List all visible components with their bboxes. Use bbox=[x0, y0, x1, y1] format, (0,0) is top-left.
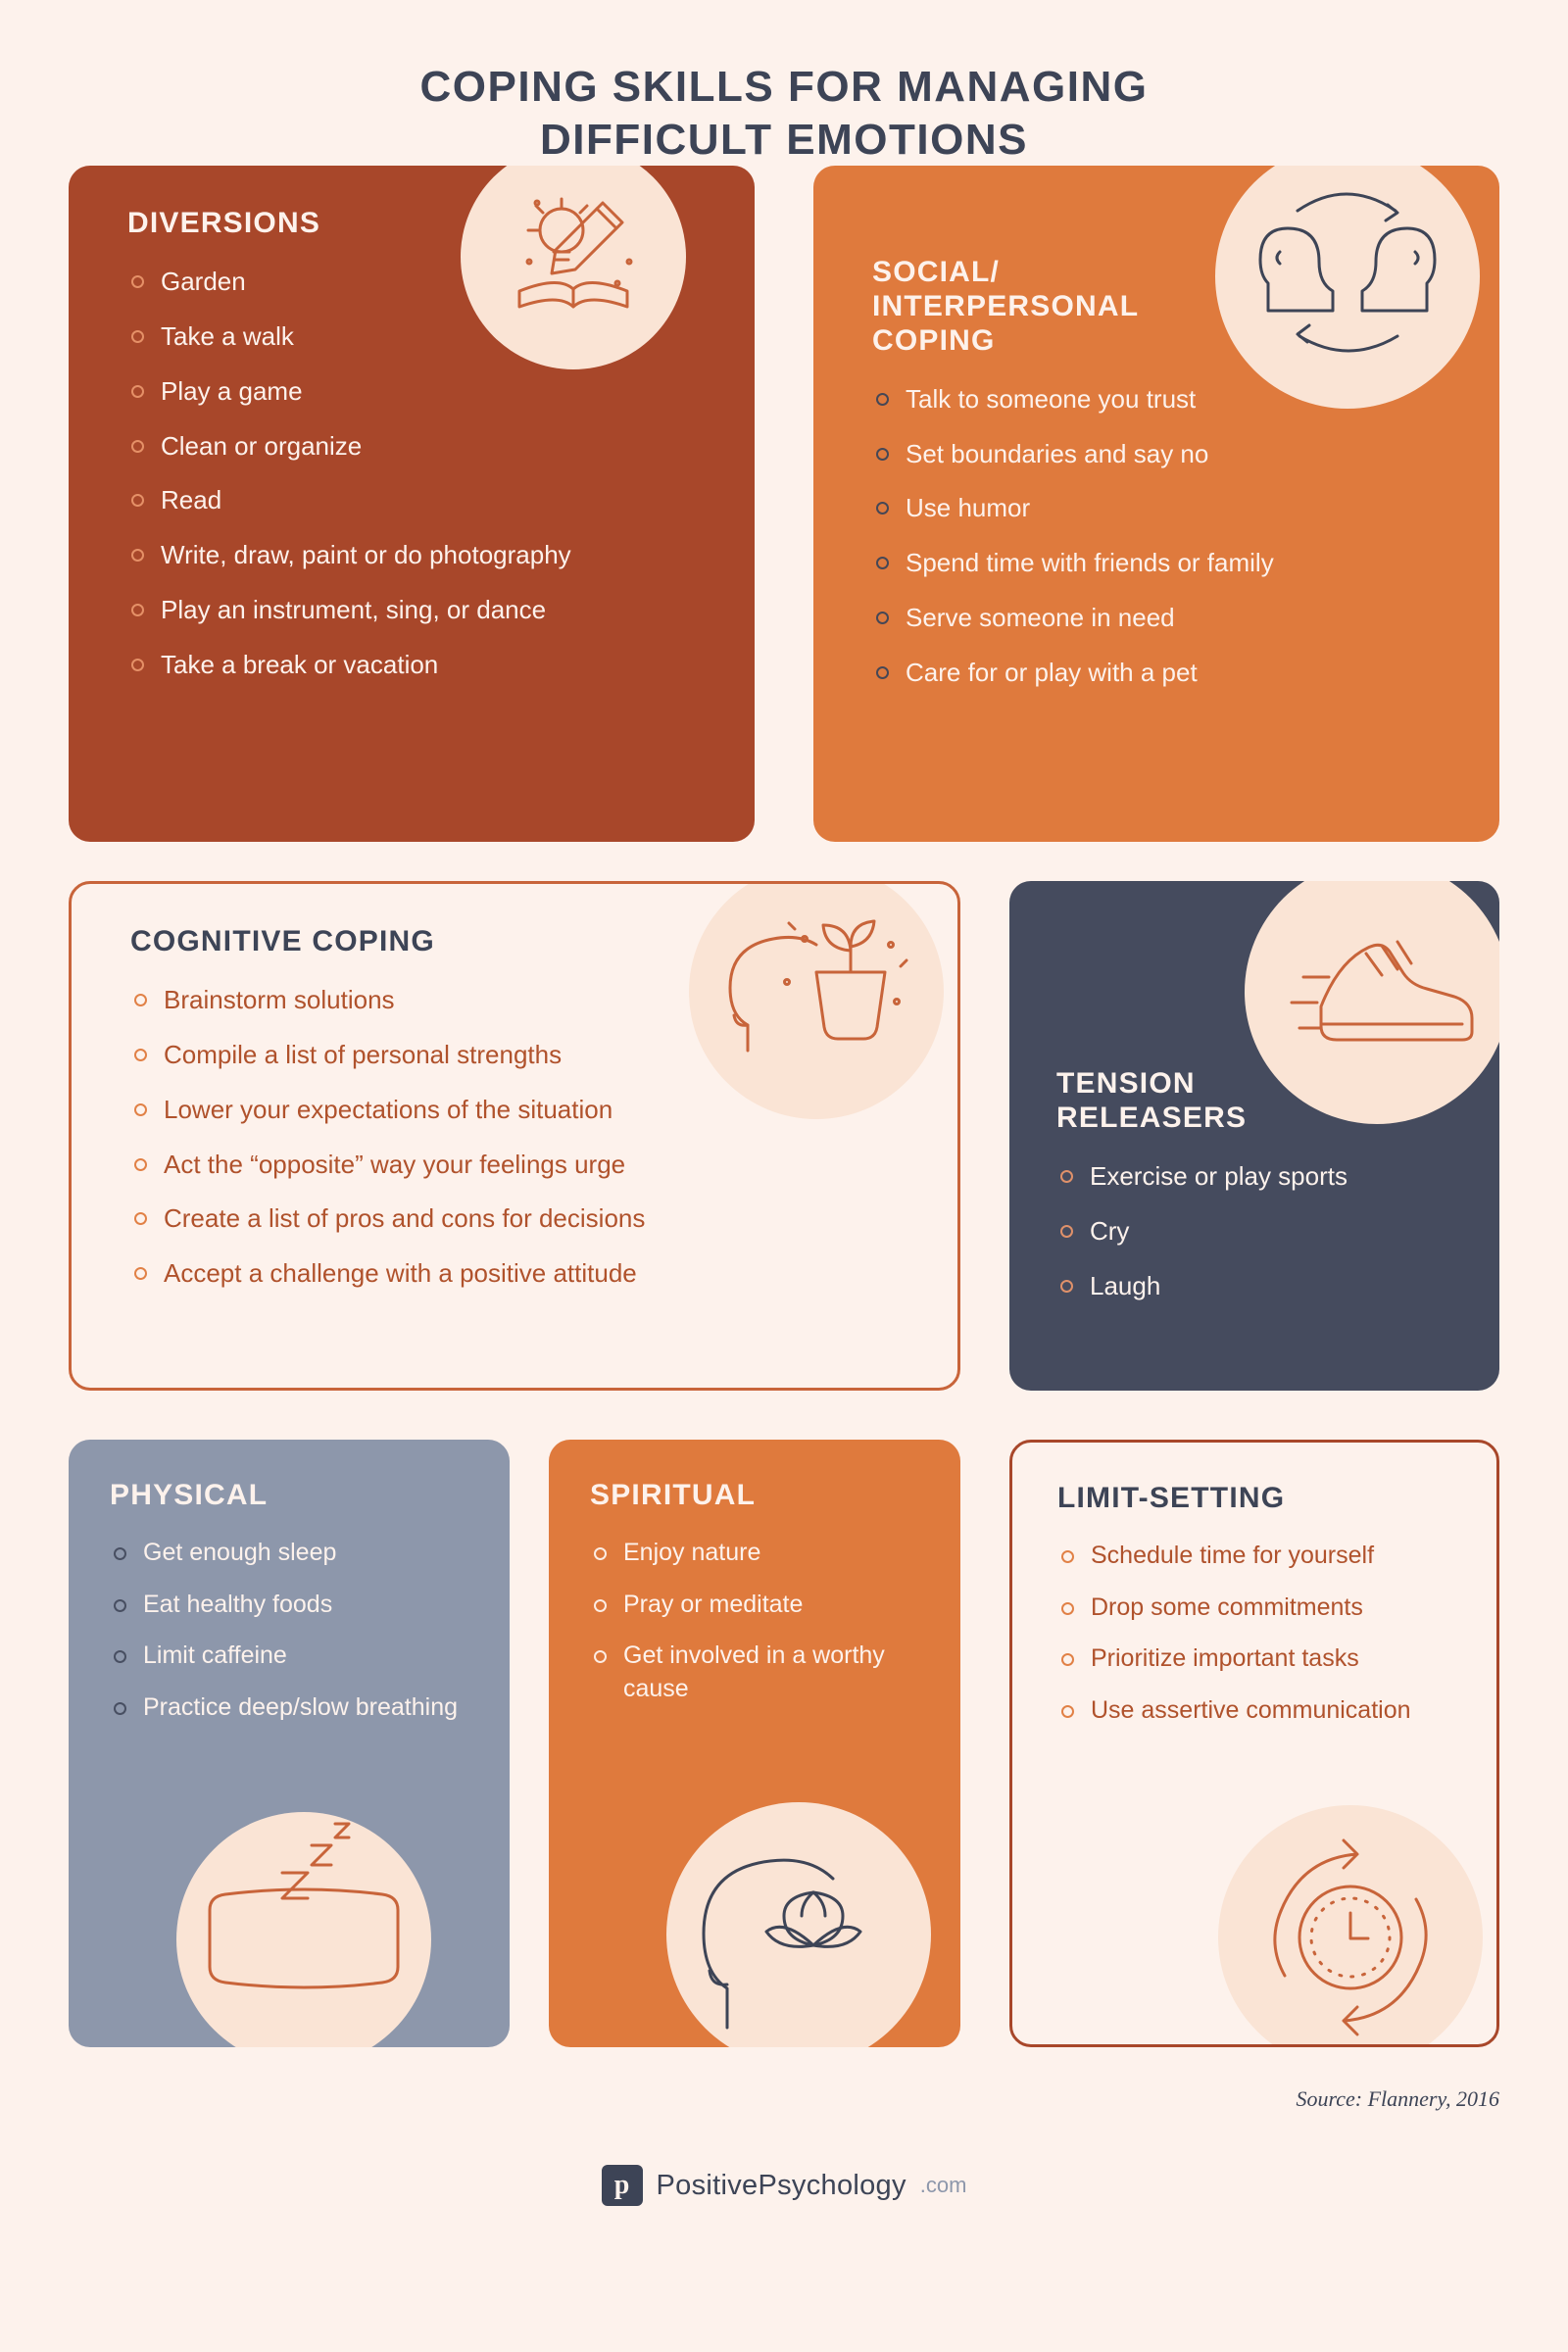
card-heading-line-2: RELEASERS bbox=[1056, 1102, 1248, 1135]
list-item: Talk to someone you trust bbox=[872, 382, 1452, 416]
page-title-line-2: DIFFICULT EMOTIONS bbox=[540, 115, 1028, 164]
card-spiritual bbox=[549, 1440, 960, 2047]
brand-footer[interactable] bbox=[69, 2165, 1499, 2206]
card-physical bbox=[69, 1440, 510, 2047]
list-item: Write, draw, paint or do photography bbox=[127, 538, 708, 572]
list-item: Play an instrument, sing, or dance bbox=[127, 593, 708, 627]
list-item: Take a walk bbox=[127, 319, 708, 354]
page-title bbox=[0, 0, 1568, 166]
card-heading: LIMIT-SETTING bbox=[1057, 1482, 1286, 1515]
card-heading: PHYSICAL bbox=[110, 1479, 269, 1512]
list-item: Care for or play with a pet bbox=[872, 656, 1452, 690]
list-item: Serve someone in need bbox=[872, 601, 1452, 635]
head-with-lotus-icon bbox=[666, 1802, 931, 2047]
card-heading: DIVERSIONS bbox=[127, 207, 321, 240]
list-item: Get involved in a worthy cause bbox=[590, 1640, 933, 1705]
card-heading bbox=[1056, 1067, 1452, 1136]
list-item: Lower your expectations of the situation bbox=[130, 1093, 910, 1127]
card-list bbox=[127, 265, 708, 682]
list-item: Play a game bbox=[127, 374, 708, 409]
card-social-interpersonal-coping bbox=[813, 166, 1499, 842]
card-diversions bbox=[69, 166, 755, 842]
list-item: Schedule time for yourself bbox=[1057, 1540, 1471, 1573]
list-item: Pray or meditate bbox=[590, 1589, 933, 1622]
card-limit-setting bbox=[1009, 1440, 1499, 2047]
list-item: Take a break or vacation bbox=[127, 648, 708, 682]
list-item: Eat healthy foods bbox=[110, 1589, 482, 1622]
page-title-line-1: COPING SKILLS FOR MANAGING bbox=[419, 63, 1149, 111]
list-item: Create a list of pros and cons for decisions bbox=[130, 1201, 910, 1236]
list-item: Limit caffeine bbox=[110, 1640, 482, 1673]
card-list bbox=[872, 382, 1452, 690]
source-credit: Source: Flannery, 2016 bbox=[1296, 2086, 1499, 2112]
list-item: Garden bbox=[127, 265, 708, 299]
card-heading-line-2: INTERPERSONAL bbox=[872, 290, 1140, 323]
card-list bbox=[110, 1537, 482, 1724]
list-item: Clean or organize bbox=[127, 429, 708, 464]
list-item: Spend time with friends or family bbox=[872, 546, 1452, 580]
card-list bbox=[1057, 1540, 1471, 1727]
list-item: Read bbox=[127, 483, 708, 517]
card-heading-line-1: SOCIAL/ bbox=[872, 256, 1001, 289]
card-heading-line-3: COPING bbox=[872, 323, 996, 357]
list-item: Compile a list of personal strengths bbox=[130, 1038, 910, 1072]
clock-arrows-icon bbox=[1218, 1805, 1483, 2047]
card-heading-line-1: TENSION bbox=[1056, 1067, 1196, 1101]
card-list bbox=[130, 983, 910, 1291]
list-item: Get enough sleep bbox=[110, 1537, 482, 1570]
card-cognitive-coping bbox=[69, 881, 960, 1391]
list-item: Prioritize important tasks bbox=[1057, 1642, 1471, 1676]
list-item: Set boundaries and say no bbox=[872, 437, 1452, 471]
card-heading: COGNITIVE COPING bbox=[130, 925, 435, 958]
card-list bbox=[590, 1537, 933, 1705]
list-item: Use assertive communication bbox=[1057, 1694, 1471, 1728]
list-item: Cry bbox=[1056, 1214, 1452, 1249]
list-item: Use humor bbox=[872, 491, 1452, 525]
brand-name: PositivePsychology bbox=[656, 2169, 906, 2201]
sleeping-pillow-icon bbox=[176, 1812, 431, 2047]
positivepsychology-logo-icon: p bbox=[602, 2165, 643, 2206]
card-tension-releasers bbox=[1009, 881, 1499, 1391]
card-heading bbox=[872, 256, 1452, 358]
list-item: Laugh bbox=[1056, 1269, 1452, 1303]
list-item: Enjoy nature bbox=[590, 1537, 933, 1570]
card-list bbox=[1056, 1159, 1452, 1302]
brand-tld: .com bbox=[919, 2173, 967, 2198]
list-item: Practice deep/slow breathing bbox=[110, 1691, 482, 1725]
list-item: Drop some commitments bbox=[1057, 1592, 1471, 1625]
list-item: Brainstorm solutions bbox=[130, 983, 910, 1017]
card-heading: SPIRITUAL bbox=[590, 1479, 757, 1512]
list-item: Exercise or play sports bbox=[1056, 1159, 1452, 1194]
list-item: Act the “opposite” way your feelings urge bbox=[130, 1148, 910, 1182]
list-item: Accept a challenge with a positive attitude bbox=[130, 1256, 910, 1291]
